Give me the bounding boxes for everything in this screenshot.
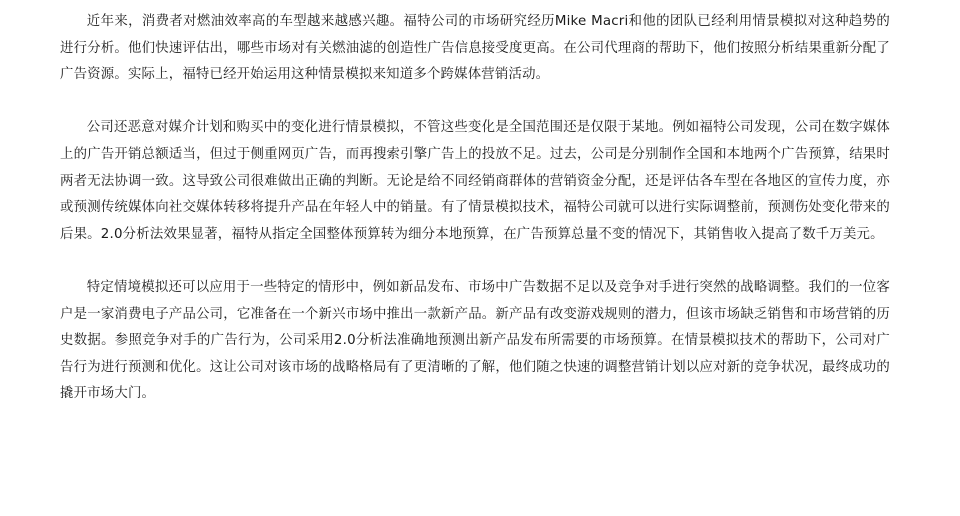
paragraph-1: 近年来，消费者对燃油效率高的车型越来越感兴趣。福特公司的市场研究经历Mike Macri和他的团队已经利用情景模拟对这种趋势的进行分析。他们快速评估出，哪些市场对有关燃油滤的创造性广告信息接受度更高。在公司代理商的帮助下，他们按照分析结果重新分配了广告资源。实际上，福特已经开始运用这种情景模拟来知道多个跨媒体营销活动。	[60, 14, 890, 83]
paragraph-3: 特定情境模拟还可以应用于一些特定的情形中，例如新品发布、市场中广告数据不足以及竞争对手进行突然的战略调整。我们的一位客户是一家消费电子产品公司，它准备在一个新兴市场中推出一款新产品。新产品有改变游戏规则的潜力，但该市场缺乏销售和市场营销的历史数据。参照竞争对手的广告行为，公司采用2.0分析法准确地预测出新产品发布所需要的市场预算。在情景模拟技术的帮助下，公司对广告行为进行预测和优化。这让公司对该市场的战略格局有了更清晰的了解，他们随之快速的调整营销计划以应对新的竞争状况，最终成功的撬开市场大门。	[60, 279, 890, 402]
article-body	[60, 9, 890, 408]
paragraph-2: 公司还恶意对媒介计划和购买中的变化进行情景模拟，不管这些变化是全国范围还是仅限于某地。例如福特公司发现，公司在数字媒体上的广告开销总额适当，但过于侧重网页广告，而再搜索引擎广告上的投放不足。过去，公司是分别制作全国和本地两个广告预算，结果时两者无法协调一致。这导致公司很难做出正确的判断。无论是给不同经销商群体的营销资金分配，还是评估各车型在各地区的宣传力度，亦或预测传统媒体向社交媒体转移将提升产品在年轻人中的销量。有了情景模拟技术，福特公司就可以进行实际调整前，预测伤处变化带来的后果。2.0分析法效果显著，福特从指定全国整体预算转为细分本地预算，在广告预算总量不变的情况下，其销售收入提高了数千万美元。	[60, 120, 890, 242]
